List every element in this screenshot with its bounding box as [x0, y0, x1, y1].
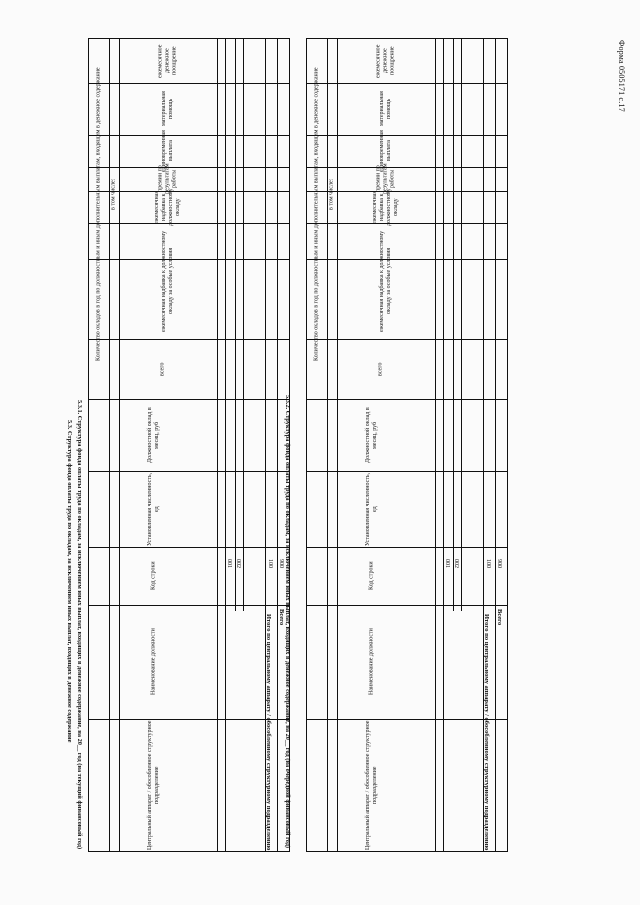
hdr-col6: Должностной оклад в месяц, руб — [147, 407, 160, 463]
hdr-col5: Установленная численность, ед — [147, 472, 160, 546]
hdr-col2: Центральный аппарат / обособленное структурное подразделение — [365, 720, 378, 850]
hdr-col12: материальная помощь — [161, 91, 174, 127]
hdr-qty: Количество окладов в год по должностным и иным дополнительным выплатам, входящим в денежное содержание — [313, 67, 320, 361]
code-002: 002 — [235, 559, 241, 568]
hdr-col3: Наименование должности — [368, 628, 375, 696]
hdr-incl: в том числе: — [328, 178, 335, 210]
hdr-col3: Наименование должности — [150, 628, 157, 696]
table-5-3-1 — [88, 38, 290, 852]
row-total-central: Итого по центральному аппарату / обособленному структурному подразделению — [265, 614, 272, 851]
hdr-col9: ежемесячная надбавка к должностному окладу — [154, 188, 181, 226]
hdr-col4: Код строки — [368, 561, 375, 591]
hdr-col10: премии по результатам работы — [375, 163, 396, 195]
hdr-col7: всего — [159, 362, 166, 376]
hdr-col13: ежемесячное денежное поощрение — [157, 44, 178, 78]
hdr-col4: Код строки — [150, 561, 157, 591]
hdr-col11: единовременная выплата — [161, 130, 174, 172]
form-number: Форма 0505171 с.17 — [617, 40, 626, 112]
hdr-qty: Количество окладов в год по должностным и иным дополнительным выплатам, входящим в денежное содержание — [95, 67, 102, 361]
hdr-col10: премии по результатам работы — [157, 163, 178, 195]
code-900: 900 — [278, 559, 284, 568]
row-total-all: Всего — [496, 609, 503, 626]
code-001: 001 — [444, 559, 450, 568]
section-title-5-3: 5.3. Структура фонда оплаты труда по окладам, за исключением иных выплат, входящих в денежное содержание — [66, 420, 73, 743]
code-100: 100 — [267, 559, 273, 568]
row-total-central: Итого по центральному аппарату / обособленному структурному подразделению — [483, 614, 490, 851]
section-title-5-3-2: 5.3.2. Структура фонда оплаты труда по окладам, за исключением иных выплат, входящих в денежное содержание, на 20__ год (на очередной финансовый год) — [284, 395, 291, 849]
hdr-col9: ежемесячная надбавка к должностному окладу — [372, 188, 399, 226]
code-001: 001 — [226, 559, 232, 568]
hdr-col6: Должностной оклад в месяц, руб — [365, 407, 378, 463]
hdr-col5: Установленная численность, ед — [365, 472, 378, 546]
hdr-col11: единовременная выплата — [379, 130, 392, 172]
hdr-col13: ежемесячное денежное поощрение — [375, 44, 396, 78]
row-total-all: Всего — [278, 609, 285, 626]
hdr-incl: в том числе: — [110, 178, 117, 210]
code-900: 900 — [496, 559, 502, 568]
hdr-col12: материальная помощь — [379, 91, 392, 127]
hdr-col8: ежемесячная надбавка к должностному окладу за особые условия — [379, 230, 392, 332]
table-5-3-2 — [306, 38, 508, 852]
section-title-5-3-1: 5.3.1. Структура фонда оплаты труда по окладам, за исключением иных выплат, входящих в денежное содержание, на 20__ год (на текущий финансовый год) — [76, 400, 83, 850]
code-002: 002 — [453, 559, 459, 568]
hdr-col7: всего — [377, 362, 384, 376]
code-100: 100 — [485, 559, 491, 568]
hdr-col8: ежемесячная надбавка к должностному окладу за особые условия — [161, 230, 174, 332]
hdr-col2: Центральный аппарат / обособленное структурное подразделение — [147, 720, 160, 850]
